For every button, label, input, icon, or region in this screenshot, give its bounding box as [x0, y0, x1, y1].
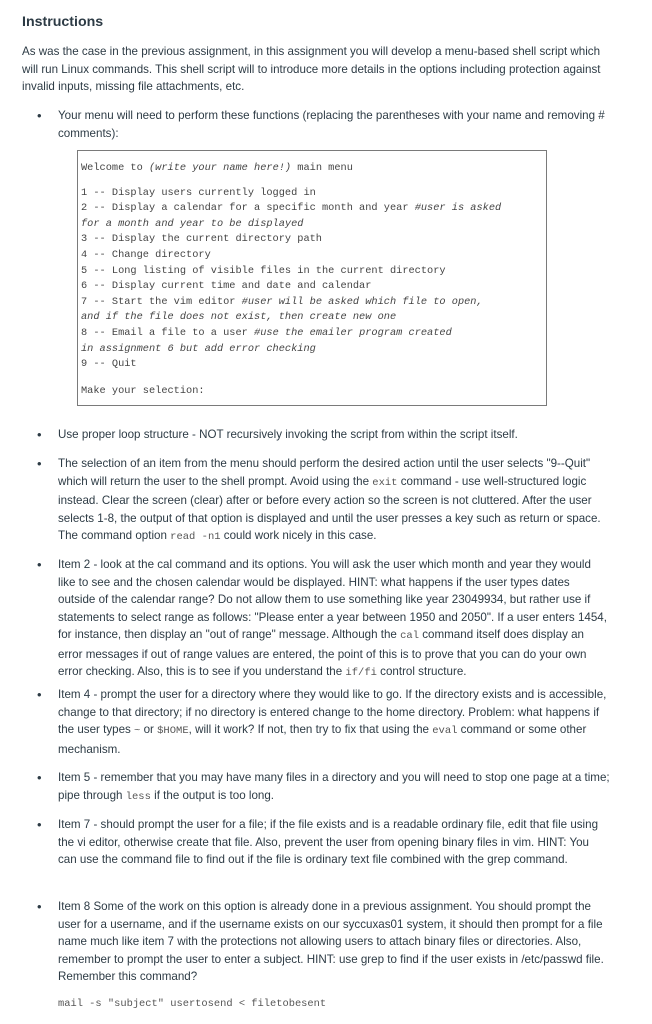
inline-code: ~	[134, 725, 141, 737]
menu-item-text: 7 -- Start the vim editor	[81, 295, 242, 308]
menu-item-2-continued	[81, 217, 546, 233]
menu-item-8-continued	[81, 342, 546, 358]
list-item	[58, 686, 610, 758]
inline-code: if/fi	[345, 667, 377, 679]
mail-command-example: mail -s "subject" usertosend < filetobesent	[58, 998, 327, 1010]
list-item	[58, 769, 610, 806]
menu-item-comment: and if the file does not exist, then create new one	[81, 311, 397, 324]
menu-prompt: Make your selection:	[81, 384, 205, 397]
menu-item-1: 1 -- Display users currently logged in	[81, 186, 316, 199]
bullet-text: control structure.	[376, 665, 467, 678]
list-item	[58, 426, 610, 444]
bullet-text: command itself does display an error messages if out of range values are entered, the point of this is to prove that you can do your own error checking. Also, this is to see if you understand the	[58, 628, 587, 678]
menu-welcome-line	[81, 161, 546, 177]
menu-item-2	[81, 201, 546, 217]
menu-item-5: 5 -- Long listing of visible files in the current directory	[81, 264, 446, 277]
menu-welcome-text: Welcome to	[81, 162, 149, 174]
bullet-text: , will it work? If not, then try to fix that using the	[188, 723, 433, 736]
menu-welcome-name: (write your name here!)	[148, 162, 292, 174]
menu-item-comment: #user will be asked which file to open,	[241, 295, 483, 308]
bullet-text: Use proper loop structure - NOT recursively invoking the script from within the script itself.	[58, 428, 518, 441]
menu-example-box	[77, 150, 547, 406]
menu-item-comment: in assignment 6 but add error checking	[81, 342, 316, 355]
menu-item-9: 9 -- Quit	[81, 358, 137, 371]
inline-code: exit	[372, 476, 398, 489]
menu-item-text: 2 -- Display a calendar for a specific month and year	[81, 202, 415, 215]
list-item	[58, 107, 610, 142]
bullet-text: The selection of an item from the menu should perform the desired action until the user selects "9--Quit" which will return the user to the shell prompt. Avoid using the	[58, 457, 591, 488]
menu-item-7	[81, 295, 546, 311]
bullet-text: Item 7 - should prompt the user for a file; if the file exists and is a readable ordinary file, edit that file using the vi editor, otherwise create that file. Also, prevent the user from opening binary files in vim. HINT: You can use the command file to find out if the file is ordinary text file combined with the grep command.	[58, 818, 599, 866]
menu-item-comment: #user is asked	[414, 202, 502, 215]
bullet-text: command or some other mechanism.	[58, 723, 587, 756]
bullet-text: Your menu will need to perform these functions (replacing the parentheses with your name and removing # comments):	[58, 109, 605, 140]
bullet-text: Item 8 Some of the work on this option is already done in a previous assignment. You should prompt the user for a username, and if the username exists on our syccuxas01 system, it should then prompt for a file name much like item 7 with the protections not allowing users to attach binary files or directories. Also, remember to prompt the user to enter a subject. HINT: use grep to find if the user exists in /etc/passwd file. Remember this command?	[58, 900, 604, 983]
inline-code: $HOME	[157, 725, 189, 737]
bullet-text: if the output is too long.	[150, 788, 275, 802]
menu-item-text: 8 -- Email a file to a user	[81, 326, 255, 339]
menu-item-comment: #use the emailer program created	[254, 326, 452, 339]
bullet-text: Item 2 - look at the cal command and its options. You will ask the user which month and year they would like to see and the chosen calendar would be displayed. HINT: what happens if the user types dates outside of the calendar range? Do not allow them to use something like year 23049934, but rather use if statements to select range as follows: "Please enter a year between 1950 and 2050". If a user enters 1454, for instance, then display an "out of range" message. Although the	[58, 558, 607, 641]
list-item	[58, 898, 610, 986]
inline-code: cal	[400, 630, 420, 642]
bullet-text: command - use well-structured logic instead. Clear the screen (clear) after or before every action so the screen is not cluttered. After the user selects 1-8, the output of that option is displayed and until the user presses a key such as return or space. The command option	[58, 474, 601, 542]
inline-code: read -n1	[170, 531, 221, 543]
inline-code: eval	[432, 725, 458, 737]
menu-item-comment: for a month and year to be displayed	[81, 217, 304, 230]
intro-paragraph: As was the case in the previous assignment, in this assignment you will develop a menu-based shell script which will run Linux commands. This shell script will to introduce more details in the options including protection against invalid inputs, missing file attachments, etc.	[22, 45, 601, 93]
bullet-text: or	[140, 723, 158, 736]
bullet-text: Item 4 - prompt the user for a directory where they would like to go. If the directory exists and is accessible, change to that directory; if no directory is entered change to the home directory. Problem: what happens if the user types	[58, 688, 607, 736]
menu-item-3: 3 -- Display the current directory path	[81, 233, 322, 246]
menu-welcome-suffix: main menu	[291, 162, 353, 174]
list-item	[58, 556, 610, 683]
menu-item-8	[81, 326, 546, 342]
menu-item-6: 6 -- Display current time and date and calendar	[81, 280, 372, 293]
menu-item-7-continued	[81, 310, 546, 326]
inline-code: less	[125, 790, 151, 803]
list-item	[58, 455, 610, 547]
page-title: Instructions	[22, 14, 104, 30]
menu-item-4: 4 -- Change directory	[81, 248, 211, 261]
bullet-text: Item 5 - remember that you may have many files in a directory and you will need to stop one page at a time; pipe through	[58, 771, 610, 802]
list-item	[58, 816, 610, 869]
bullet-text: could work nicely in this case.	[220, 529, 377, 542]
